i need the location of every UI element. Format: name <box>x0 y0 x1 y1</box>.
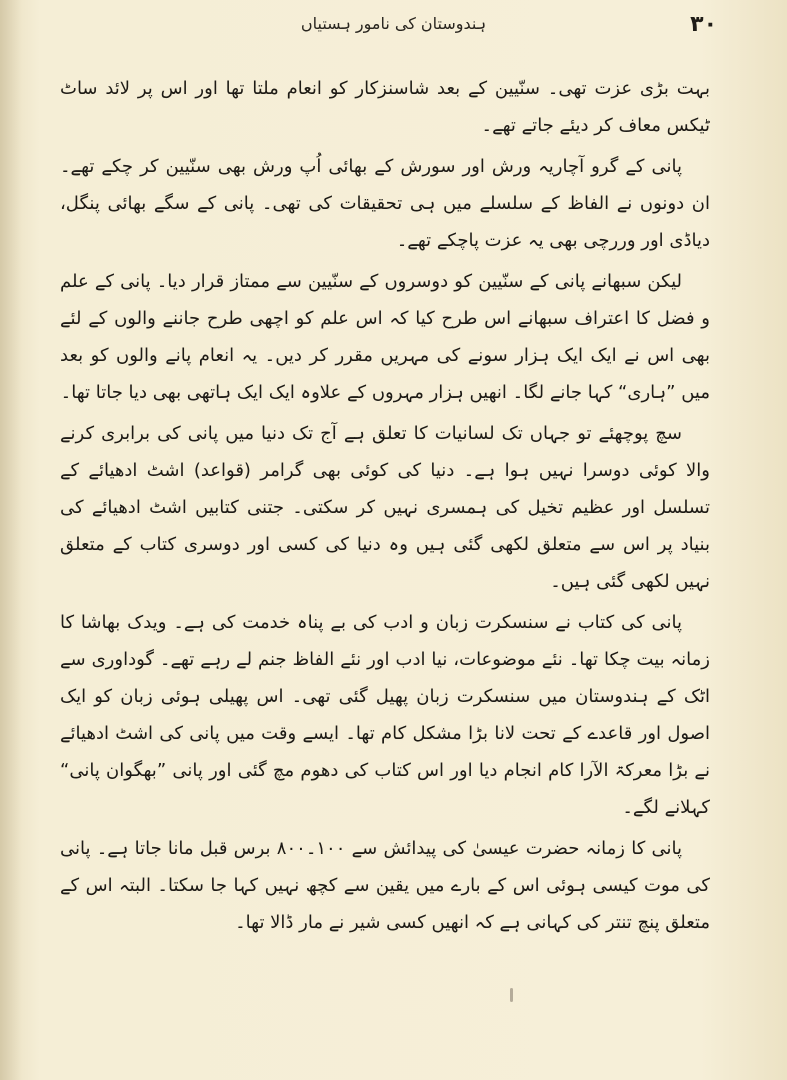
paragraph-5: پانی کی کتاب نے سنسکرت زبان و ادب کی بے پناہ خدمت کی ہے۔ ویدک بھاشا کا زمانہ بیت چکا تھا۔ نئے موضوعات، نیا ادب اور نئے الفاظ جنم لے رہے تھے۔ گوداوری سے اٹک کے ہندوستان میں سنسکرت زبان پھیل گئی تھی۔ اس پھیلی ہوئی زبان کو ایک اصول اور قاعدے کے تحت لانا بڑا مشکل کام تھا۔ ایسے وقت میں پانی کی اشٹ ادھیائے نے بڑا معرکۃ الآرا کام انجام دیا اور اس کتاب کی دھوم مچ گئی اور پانی ”بھگوان پانی“ کہلانے لگے۔ <box>60 612 710 818</box>
binding-shadow <box>0 0 22 1080</box>
paragraph-3: لیکن سبھانے پانی کے سنّیین کو دوسروں کے سنّیین سے ممتاز قرار دیا۔ پانی کے علم و فضل کا اعتراف سبھانے اس طرح کیا کہ اس علم کو اچھی طرح جاننے والوں کے لئے بھی اس نے ایک ایک ہزار سونے کی مہریں مقرر کر دیں۔ یہ انعام پانے والوں کو بعد میں ”ہاری“ کہا جانے لگا۔ انھیں ہزار مہروں کے علاوہ ایک ایک ہاتھی بھی دیا جاتا تھا۔ <box>60 271 710 403</box>
paragraph-1: بہت بڑی عزت تھی۔ سنّیین کے بعد شاسنزکار کو انعام ملتا تھا اور اس پر لائد ساٹ ٹیکس معاف کر دیئے جاتے تھے۔ <box>60 78 710 136</box>
page-number: ۳۰ <box>690 12 717 37</box>
paragraph-2: پانی کے گرو آچاریہ ورش اور سورش کے بھائی اُپ ورش بھی سنّیین کر چکے تھے۔ ان دونوں نے الفاظ کے سلسلے میں ہی تحقیقات کی تھی۔ پانی کے سگے بھائی پنگل، دیاڈی اور وررچی بھی یہ عزت پاچکے تھے۔ <box>60 156 710 251</box>
body-text <box>60 70 710 945</box>
running-title: ہندوستان کی نامور ہستیاں <box>300 14 487 33</box>
ink-mark <box>510 988 513 1002</box>
paragraph-4: سچ پوچھئے تو جہاں تک لسانیات کا تعلق ہے آج تک دنیا میں پانی کی برابری کرنے والا کوئی دوسرا نہیں ہوا ہے۔ دنیا کی کوئی بھی گرامر (قواعد) اشٹ ادھیائے کے تسلسل اور عظیم تخیل کی ہمسری نہیں کر سکتی۔ جتنی کتابیں اشٹ ادھیائے کی بنیاد پر اس سے متعلق لکھی گئی ہیں وہ دنیا کی کسی اور دوسری کتاب کے متعلق نہیں لکھی گئی ہیں۔ <box>60 423 710 592</box>
paragraph-6: پانی کا زمانہ حضرت عیسیٰ کی پیدائش سے ۱۰۰۔۸۰۰ برس قبل مانا جاتا ہے۔ پانی کی موت کیسی ہوئی اس کے بارے میں یقین سے کچھ نہیں کہا جا سکتا۔ البتہ اس کے متعلق پنچ تنتر کی کہانی ہے کہ انھیں کسی شیر نے مار ڈالا تھا۔ <box>60 838 710 933</box>
